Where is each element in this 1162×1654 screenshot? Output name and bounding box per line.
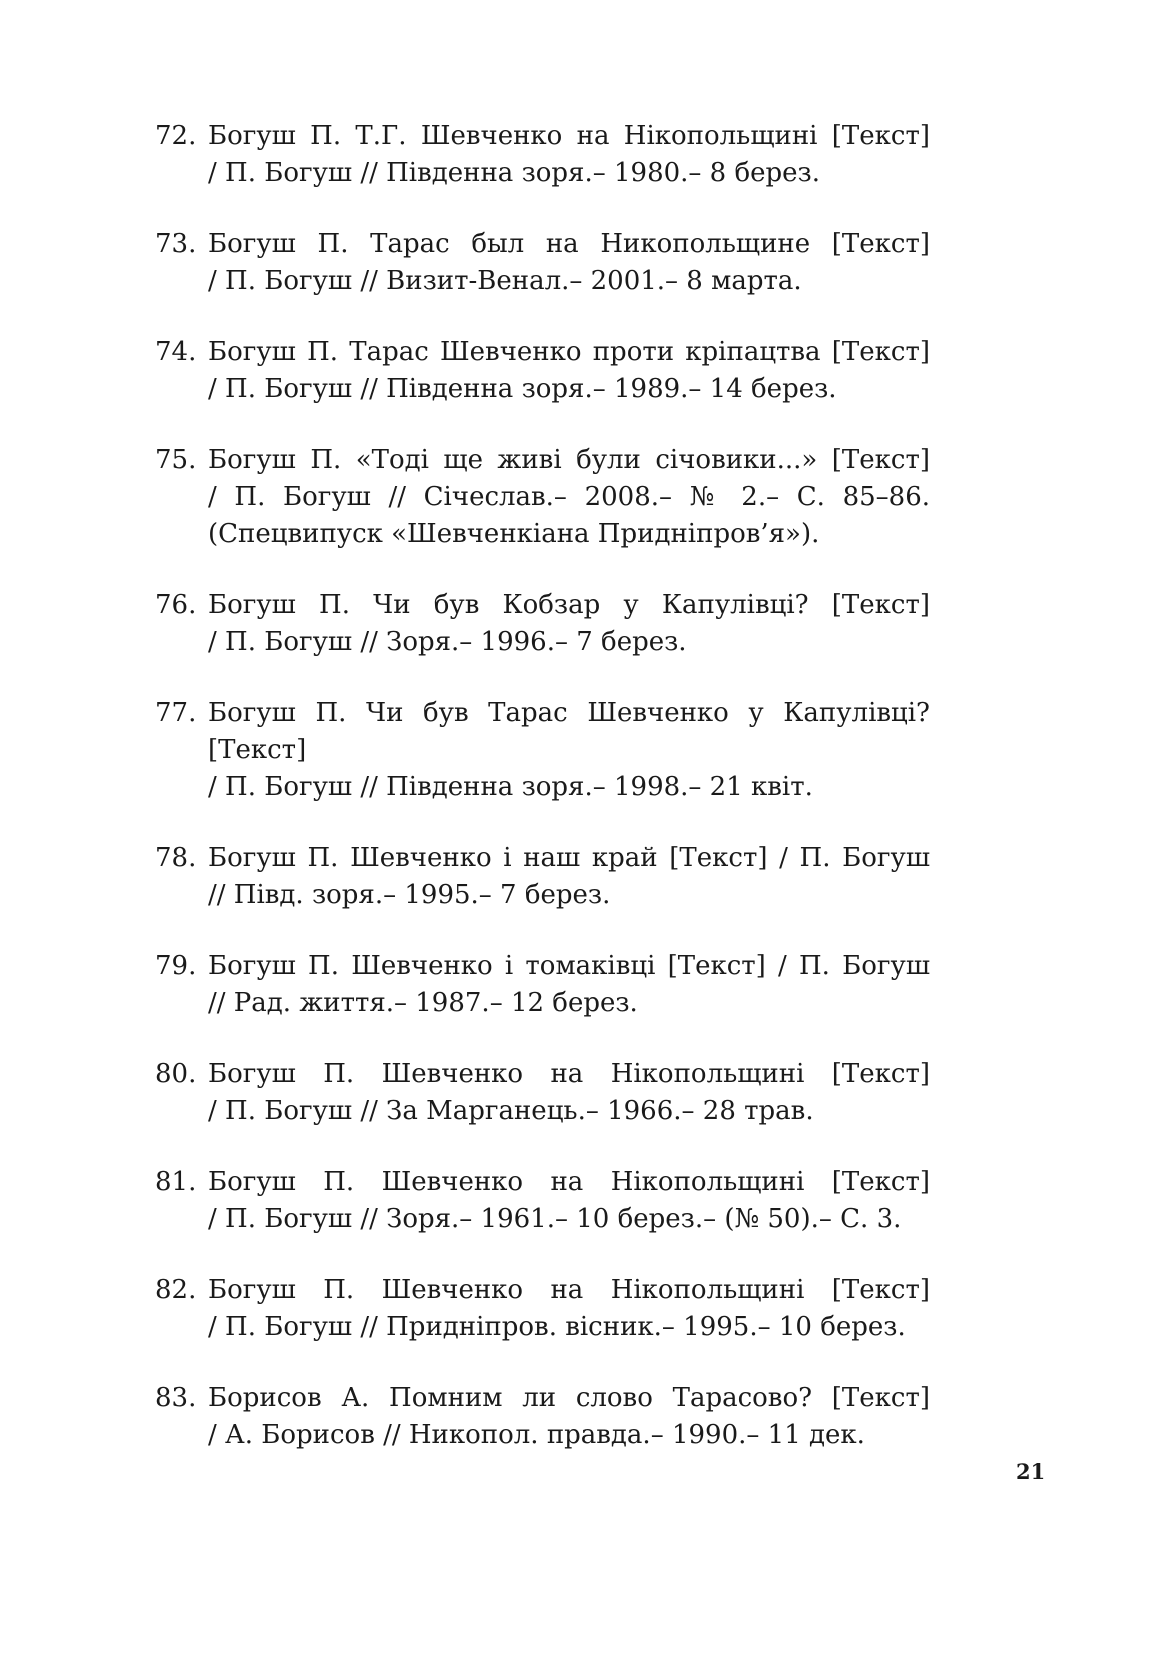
entry-number: 82.	[155, 1275, 197, 1305]
entry-line: Богуш П. «Тоді ще живі були січовики...» [Текст]	[208, 445, 930, 475]
entry-text	[208, 1272, 930, 1346]
entry-text	[208, 226, 930, 300]
entry-number: 80.	[155, 1059, 197, 1089]
entry-text	[208, 1056, 930, 1130]
entry-line: Богуш П. Шевченко на Нікопольщині [Текст]	[208, 1275, 930, 1305]
entry-line: / П. Богуш // Січеслав.– 2008.– № 2.– С. 85–86.	[208, 482, 930, 512]
entry-line: Богуш П. Шевченко на Нікопольщині [Текст]	[208, 1167, 930, 1197]
page-number: 21	[1016, 1459, 1046, 1484]
entry-line: Борисов А. Помним ли слово Тарасово? [Текст]	[208, 1383, 930, 1413]
entry-number: 83.	[155, 1383, 197, 1413]
entry-number: 77.	[155, 698, 197, 728]
entry-number: 73.	[155, 229, 197, 259]
entry-line: / П. Богуш // Південна зоря.– 1980.– 8 берез.	[208, 158, 821, 188]
entry-line: Богуш П. Шевченко і томаківці [Текст] / П. Богуш	[208, 951, 930, 981]
entry-line: / П. Богуш // Зоря.– 1996.– 7 берез.	[208, 627, 687, 657]
entry-line: Богуш П. Шевченко на Нікопольщині [Текст]	[208, 1059, 930, 1089]
entry-number: 76.	[155, 590, 197, 620]
bibliography-entry	[155, 1272, 930, 1346]
bibliography-entry	[155, 1380, 930, 1454]
bibliography-list	[155, 118, 930, 1488]
entry-number: 75.	[155, 445, 197, 475]
entry-line: / П. Богуш // За Марганець.– 1966.– 28 трав.	[208, 1096, 814, 1126]
entry-line: / П. Богуш // Зоря.– 1961.– 10 берез.– (№ 50).– С. 3.	[208, 1204, 902, 1234]
entry-line: / А. Борисов // Никопол. правда.– 1990.– 11 дек.	[208, 1420, 865, 1450]
bibliography-entry	[155, 118, 930, 192]
entry-line: Богуш П. Чи був Кобзар у Капулівці? [Текст]	[208, 590, 930, 620]
entry-text	[208, 1164, 930, 1238]
entry-line: Богуш П. Чи був Тарас Шевченко у Капулівці? [Текст]	[208, 698, 930, 765]
entry-line: Богуш П. Тарас Шевченко проти кріпацтва [Текст]	[208, 337, 930, 367]
entry-line: (Спецвипуск «Шевченкіана Придніпров’я»).	[208, 519, 820, 549]
entry-number: 81.	[155, 1167, 197, 1197]
bibliography-entry	[155, 334, 930, 408]
entry-line: / П. Богуш // Південна зоря.– 1998.– 21 квіт.	[208, 772, 813, 802]
entry-number: 79.	[155, 951, 197, 981]
bibliography-entry	[155, 587, 930, 661]
entry-text	[208, 840, 930, 914]
entry-line: // Рад. життя.– 1987.– 12 берез.	[208, 988, 638, 1018]
entry-number: 72.	[155, 121, 197, 151]
entry-line: Богуш П. Шевченко і наш край [Текст] / П. Богуш	[208, 843, 930, 873]
bibliography-entry	[155, 948, 930, 1022]
entry-line: Богуш П. Тарас был на Никопольщине [Текст]	[208, 229, 930, 259]
entry-line: / П. Богуш // Південна зоря.– 1989.– 14 берез.	[208, 374, 837, 404]
entry-text	[208, 1380, 930, 1454]
bibliography-entry	[155, 1056, 930, 1130]
bibliography-entry	[155, 1164, 930, 1238]
entry-line: / П. Богуш // Придніпров. вісник.– 1995.– 10 берез.	[208, 1312, 906, 1342]
entry-text	[208, 587, 930, 661]
entry-text	[208, 118, 930, 192]
bibliography-entry	[155, 695, 930, 806]
bibliography-entry	[155, 840, 930, 914]
entry-number: 74.	[155, 337, 197, 367]
entry-line: // Півд. зоря.– 1995.– 7 берез.	[208, 880, 611, 910]
entry-line: Богуш П. Т.Г. Шевченко на Нікопольщині [Текст]	[208, 121, 930, 151]
bibliography-entry	[155, 226, 930, 300]
entry-text	[208, 695, 930, 806]
entry-text	[208, 334, 930, 408]
entry-text	[208, 442, 930, 553]
entry-line: / П. Богуш // Визит-Венал.– 2001.– 8 марта.	[208, 266, 802, 296]
entry-number: 78.	[155, 843, 197, 873]
bibliography-entry	[155, 442, 930, 553]
entry-text	[208, 948, 930, 1022]
